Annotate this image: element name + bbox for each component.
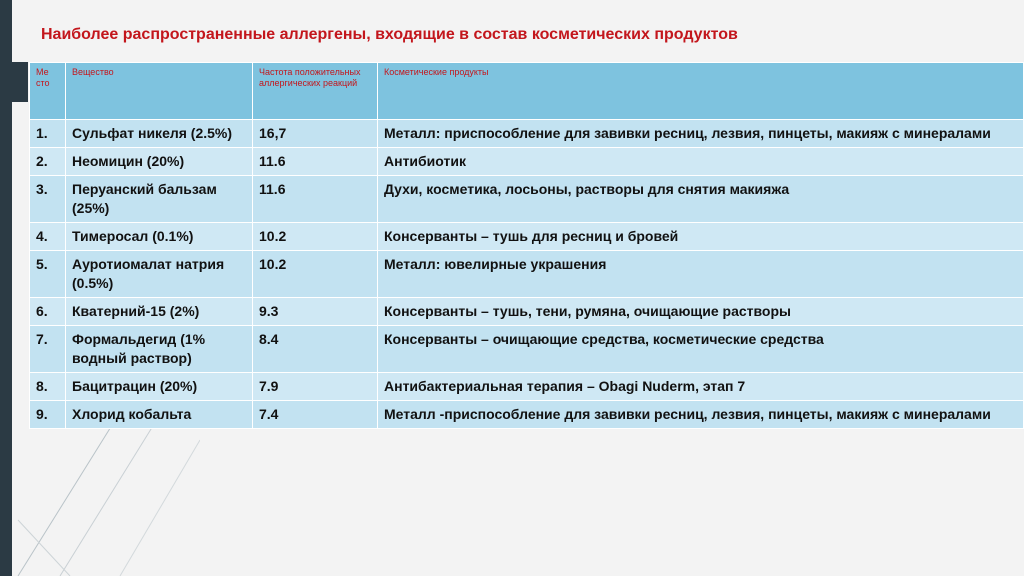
cell-products: Металл: ювелирные украшения — [378, 251, 1024, 298]
table-row — [30, 176, 1024, 223]
table-row — [30, 401, 1024, 429]
table-row — [30, 373, 1024, 401]
cell-substance: Формальдегид (1% водный раствор) — [66, 326, 253, 373]
cell-products: Металл: приспособление для завивки ресниц, лезвия, пинцеты, макияж с минералами — [378, 120, 1024, 148]
cell-frequency: 7.4 — [253, 401, 378, 429]
cell-substance: Бацитрацин (20%) — [66, 373, 253, 401]
table-row — [30, 223, 1024, 251]
cell-place: 4. — [30, 223, 66, 251]
cell-substance: Кватерний-15 (2%) — [66, 298, 253, 326]
cell-place: 2. — [30, 148, 66, 176]
table-row — [30, 298, 1024, 326]
cell-place: 8. — [30, 373, 66, 401]
cell-place: 5. — [30, 251, 66, 298]
allergen-table — [29, 62, 1024, 429]
cell-substance: Перуанский бальзам (25%) — [66, 176, 253, 223]
cell-frequency: 7.9 — [253, 373, 378, 401]
cell-products: Металл -приспособление для завивки ресниц, лезвия, пинцеты, макияж с минералами — [378, 401, 1024, 429]
cell-frequency: 11.6 — [253, 176, 378, 223]
header-substance: Вещество — [66, 63, 253, 120]
table-row — [30, 251, 1024, 298]
cell-substance: Неомицин (20%) — [66, 148, 253, 176]
cell-place: 9. — [30, 401, 66, 429]
table-row — [30, 326, 1024, 373]
cell-substance: Хлорид кобальта — [66, 401, 253, 429]
cell-substance: Ауротиомалат натрия (0.5%) — [66, 251, 253, 298]
cell-place: 1. — [30, 120, 66, 148]
cell-frequency: 11.6 — [253, 148, 378, 176]
cell-place: 6. — [30, 298, 66, 326]
table-row — [30, 120, 1024, 148]
cell-frequency: 16,7 — [253, 120, 378, 148]
cell-frequency: 9.3 — [253, 298, 378, 326]
cell-products: Консерванты – тушь, тени, румяна, очищающие растворы — [378, 298, 1024, 326]
cell-frequency: 10.2 — [253, 223, 378, 251]
header-frequency: Частота положительных аллергических реакций — [253, 63, 378, 120]
table-row — [30, 148, 1024, 176]
cell-products: Консерванты – очищающие средства, косметические средства — [378, 326, 1024, 373]
cell-products: Антибиотик — [378, 148, 1024, 176]
cell-place: 3. — [30, 176, 66, 223]
cell-frequency: 8.4 — [253, 326, 378, 373]
cell-frequency: 10.2 — [253, 251, 378, 298]
cell-substance: Сульфат никеля (2.5%) — [66, 120, 253, 148]
cell-products: Духи, косметика, лосьоны, растворы для снятия макияжа — [378, 176, 1024, 223]
header-products: Косметические продукты — [378, 63, 1024, 120]
cell-products: Антибактериальная терапия – Obagi Nuderm, этап 7 — [378, 373, 1024, 401]
cell-products: Консерванты – тушь для ресниц и бровей — [378, 223, 1024, 251]
table-header-row — [30, 63, 1024, 120]
cell-substance: Тимеросал (0.1%) — [66, 223, 253, 251]
header-place: Ме сто — [30, 63, 66, 120]
slide-title: Наиболее распространенные аллергены, входящие в состав косметических продуктов — [41, 26, 738, 43]
cell-place: 7. — [30, 326, 66, 373]
